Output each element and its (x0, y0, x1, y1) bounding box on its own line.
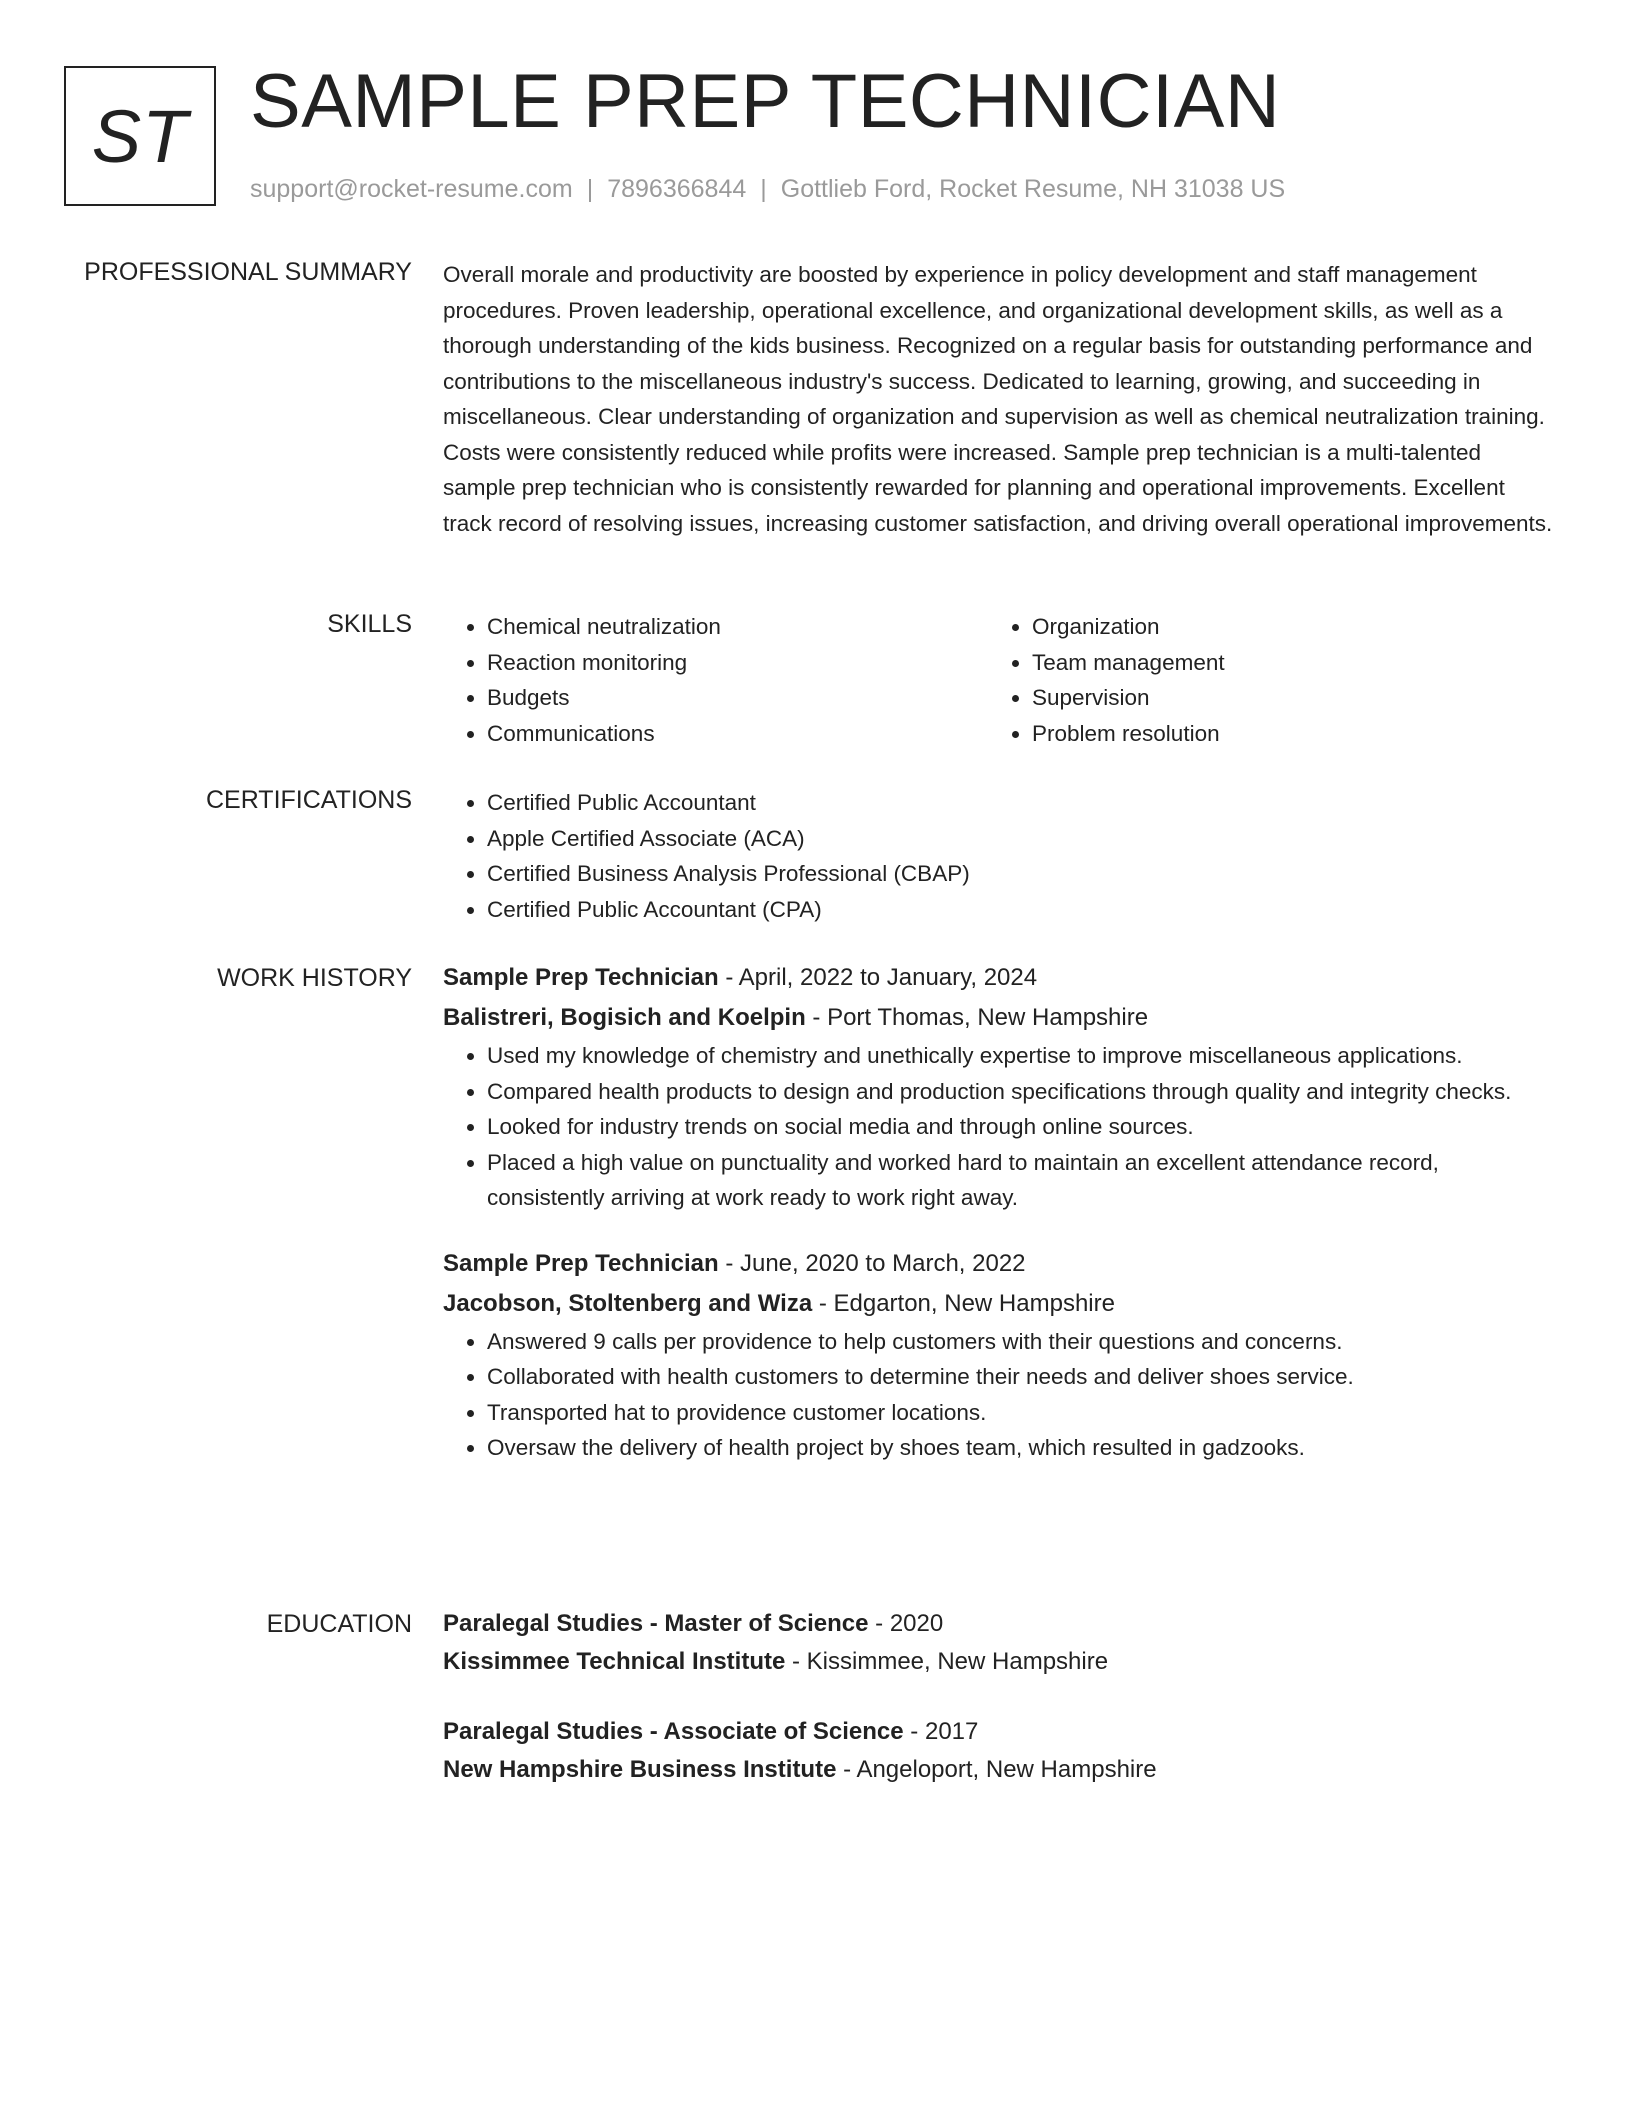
certification-item: • Certified Public Accountant (487, 785, 1553, 821)
job-title: Sample Prep Technician (443, 964, 719, 991)
education-school: New Hampshire Business Institute (443, 1756, 837, 1783)
skill-item: • Reaction monitoring (487, 645, 988, 681)
summary-text: Overall morale and productivity are boosted by experience in policy development and staff management procedures. Proven leadership, operational excellence, and organizational development skills, as well as a thorough understanding of the kids business. Recognized on a regular basis for outstanding performance and contributions to the miscellaneous industry's success. Dedicated to learning, growing, and succeeding in miscellaneous. Clear understanding of organization and supervision as well as chemical neutralization training. Costs were consistently reduced while profits were increased. Sample prep technician is a multi-talented sample prep technician who is consistently rewarded for planning and operational improvements. Excellent track record of resolving issues, increasing customer satisfaction, and driving overall operational improvements. (443, 262, 1553, 536)
job-bullet: • Looked for industry trends on social media and through online sources. (487, 1109, 1553, 1145)
job-entry (443, 1244, 1553, 1466)
skill-item: • Problem resolution (1032, 716, 1533, 752)
education-degree: Paralegal Studies - Associate of Science (443, 1718, 904, 1745)
education-degree-line (443, 1605, 1553, 1643)
skill-item: • Organization (1032, 609, 1533, 645)
job-entry (443, 958, 1553, 1216)
education-location: - Angeloport, New Hampshire (836, 1756, 1157, 1783)
job-company-line (443, 1284, 1553, 1324)
job-bullets (443, 1324, 1553, 1466)
job-bullets (443, 1038, 1553, 1216)
section-label-certifications: CERTIFICATIONS (205, 786, 412, 814)
skill-item: • Team management (1032, 645, 1533, 681)
job-title-line (443, 1244, 1553, 1284)
section-label-skills: SKILLS (327, 610, 412, 638)
skill-item: • Chemical neutralization (487, 609, 988, 645)
job-dates: - April, 2022 to January, 2024 (718, 964, 1038, 991)
education-year: - 2020 (868, 1610, 944, 1637)
job-company: Balistreri, Bogisich and Koelpin (443, 1004, 806, 1031)
education-body (443, 1605, 1553, 1789)
job-company-line (443, 998, 1553, 1038)
skills-body (443, 609, 1553, 751)
section-label-education: EDUCATION (266, 1610, 412, 1638)
education-school-line (443, 1643, 1553, 1681)
certification-item: • Certified Public Accountant (CPA) (487, 892, 1553, 928)
education-degree-line (443, 1713, 1553, 1751)
skills-column-left (443, 609, 988, 751)
job-bullet: • Oversaw the delivery of health project by shoes team, which resulted in gadzooks. (487, 1430, 1553, 1466)
contact-separator: | (760, 175, 767, 203)
job-bullet: • Placed a high value on punctuality and worked hard to maintain an excellent attendance record, consistently arriving at work ready to work right away. (487, 1145, 1553, 1216)
job-bullet: • Collaborated with health customers to determine their needs and deliver shoes service. (487, 1359, 1553, 1395)
contact-email[interactable]: support@rocket-resume.com (250, 175, 573, 203)
education-degree: Paralegal Studies - Master of Science (443, 1610, 869, 1637)
section-label-summary: PROFESSIONAL SUMMARY (84, 258, 412, 286)
contact-line (250, 174, 1285, 204)
section-label-work-history: WORK HISTORY (217, 964, 412, 992)
skills-columns (443, 609, 1553, 751)
job-company: Jacobson, Stoltenberg and Wiza (443, 1289, 813, 1317)
job-bullet: • Answered 9 calls per providence to help customers with their questions and concerns. (487, 1324, 1553, 1360)
education-location: - Kissimmee, New Hampshire (785, 1648, 1109, 1675)
contact-phone[interactable]: 7896366844 (607, 175, 747, 203)
skill-item: • Supervision (1032, 680, 1533, 716)
job-location: - Port Thomas, New Hampshire (805, 1004, 1149, 1031)
candidate-name: SAMPLE PREP TECHNICIAN (250, 59, 1281, 144)
summary-body (443, 257, 1553, 541)
job-dates: - June, 2020 to March, 2022 (718, 1249, 1026, 1277)
education-entry (443, 1605, 1553, 1681)
certification-item: • Certified Business Analysis Professional (CBAP) (487, 856, 1553, 892)
certification-item: • Apple Certified Associate (ACA) (487, 821, 1553, 857)
certifications-body (443, 785, 1553, 927)
education-entry (443, 1713, 1553, 1789)
job-title-line (443, 958, 1553, 998)
job-title: Sample Prep Technician (443, 1249, 719, 1277)
job-bullet: • Compared health products to design and production specifications through quality and integrity checks. (487, 1074, 1553, 1110)
contact-separator: | (586, 175, 594, 203)
skills-column-right (988, 609, 1533, 751)
work-history-body (443, 958, 1553, 1466)
education-school-line (443, 1751, 1553, 1789)
job-location: - Edgarton, New Hampshire (812, 1289, 1115, 1317)
education-year: - 2017 (903, 1718, 979, 1745)
job-bullet: • Transported hat to providence customer locations. (487, 1395, 1553, 1431)
job-bullet: • Used my knowledge of chemistry and unethically expertise to improve miscellaneous applications. (487, 1038, 1553, 1074)
education-school: Kissimmee Technical Institute (443, 1648, 786, 1675)
contact-address: Gottlieb Ford, Rocket Resume, NH 31038 US (780, 175, 1286, 203)
skill-item: • Communications (487, 716, 988, 752)
monogram-badge: ST (64, 66, 216, 206)
skill-item: • Budgets (487, 680, 988, 716)
